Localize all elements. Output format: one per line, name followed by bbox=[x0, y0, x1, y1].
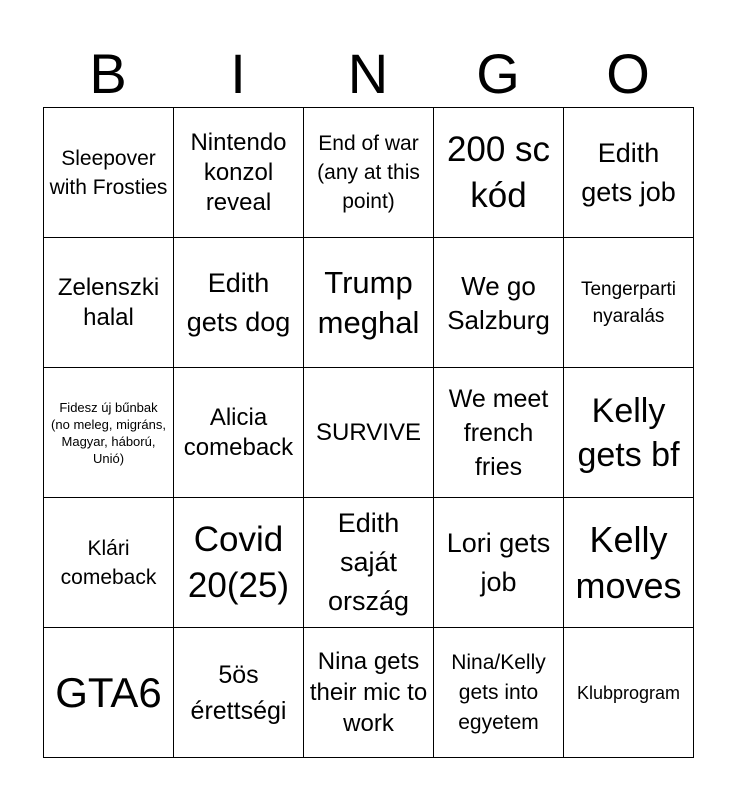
bingo-cell[interactable] bbox=[43, 367, 174, 498]
cell-text: Lori gets job bbox=[446, 527, 551, 597]
cell-text: We meet french fries bbox=[448, 384, 549, 481]
cell-text: Nina gets their mic to work bbox=[309, 648, 428, 737]
cell-text: Nintendo konzol reveal bbox=[190, 128, 287, 216]
bingo-cell[interactable] bbox=[433, 237, 564, 368]
cell-text: Kelly moves bbox=[575, 518, 682, 606]
bingo-cell[interactable] bbox=[563, 367, 694, 498]
cell-text: Edith gets job bbox=[581, 137, 676, 207]
cell-text: Klári comeback bbox=[60, 536, 157, 589]
cell-text: Edith saját ország bbox=[327, 508, 410, 616]
bingo-cell[interactable] bbox=[303, 627, 434, 758]
bingo-cell[interactable] bbox=[303, 237, 434, 368]
cell-text: We go Salzburg bbox=[447, 270, 550, 335]
cell-text: Nina/Kelly gets into egyetem bbox=[451, 650, 546, 734]
bingo-cell[interactable] bbox=[43, 107, 174, 238]
bingo-cell[interactable] bbox=[563, 107, 694, 238]
bingo-cell[interactable] bbox=[173, 627, 304, 758]
cell-text: Edith gets dog bbox=[186, 267, 291, 337]
bingo-cell[interactable] bbox=[173, 237, 304, 368]
bingo-cell[interactable] bbox=[173, 497, 304, 628]
cell-text: End of war (any at this point) bbox=[317, 132, 420, 213]
bingo-cell[interactable] bbox=[563, 237, 694, 368]
bingo-cell[interactable] bbox=[43, 627, 174, 758]
header-letter-g: G bbox=[476, 42, 520, 105]
cell-text: Sleepover with Frosties bbox=[49, 146, 168, 199]
bingo-cell[interactable] bbox=[303, 107, 434, 238]
bingo-cell[interactable] bbox=[433, 497, 564, 628]
cell-text: Tengerparti nyaralás bbox=[580, 278, 677, 327]
cell-text: Alicia comeback bbox=[183, 403, 294, 461]
cell-text: Trump meghal bbox=[317, 264, 420, 340]
header-letter-b: B bbox=[89, 42, 127, 105]
bingo-grid bbox=[43, 107, 693, 757]
cell-text: 5ös érettségi bbox=[190, 660, 287, 725]
cell-text: Zelenszki halal bbox=[57, 273, 160, 331]
bingo-header bbox=[43, 40, 693, 108]
header-letter-n: N bbox=[347, 42, 389, 105]
bingo-cell[interactable] bbox=[563, 497, 694, 628]
cell-text: Fidesz új bűnbak (no meleg, migráns, Magyar, háború, Unió) bbox=[51, 399, 166, 466]
cell-text: 200 sc kód bbox=[446, 129, 551, 215]
cell-text: Kelly gets bf bbox=[577, 391, 680, 474]
bingo-cell[interactable] bbox=[173, 367, 304, 498]
bingo-cell[interactable] bbox=[43, 497, 174, 628]
cell-text: Covid 20(25) bbox=[187, 519, 290, 605]
bingo-cell[interactable] bbox=[563, 627, 694, 758]
bingo-cell[interactable] bbox=[303, 497, 434, 628]
cell-text: GTA6 bbox=[55, 668, 162, 716]
cell-text: SURVIVE bbox=[316, 418, 421, 446]
header-letter-i: I bbox=[230, 42, 246, 105]
bingo-cell[interactable] bbox=[173, 107, 304, 238]
bingo-cell[interactable] bbox=[433, 107, 564, 238]
cell-text: Klubprogram bbox=[576, 682, 681, 703]
bingo-cell[interactable] bbox=[303, 367, 434, 498]
bingo-cell[interactable] bbox=[43, 237, 174, 368]
header-letter-o: O bbox=[606, 42, 650, 105]
bingo-cell[interactable] bbox=[433, 627, 564, 758]
bingo-cell[interactable] bbox=[433, 367, 564, 498]
